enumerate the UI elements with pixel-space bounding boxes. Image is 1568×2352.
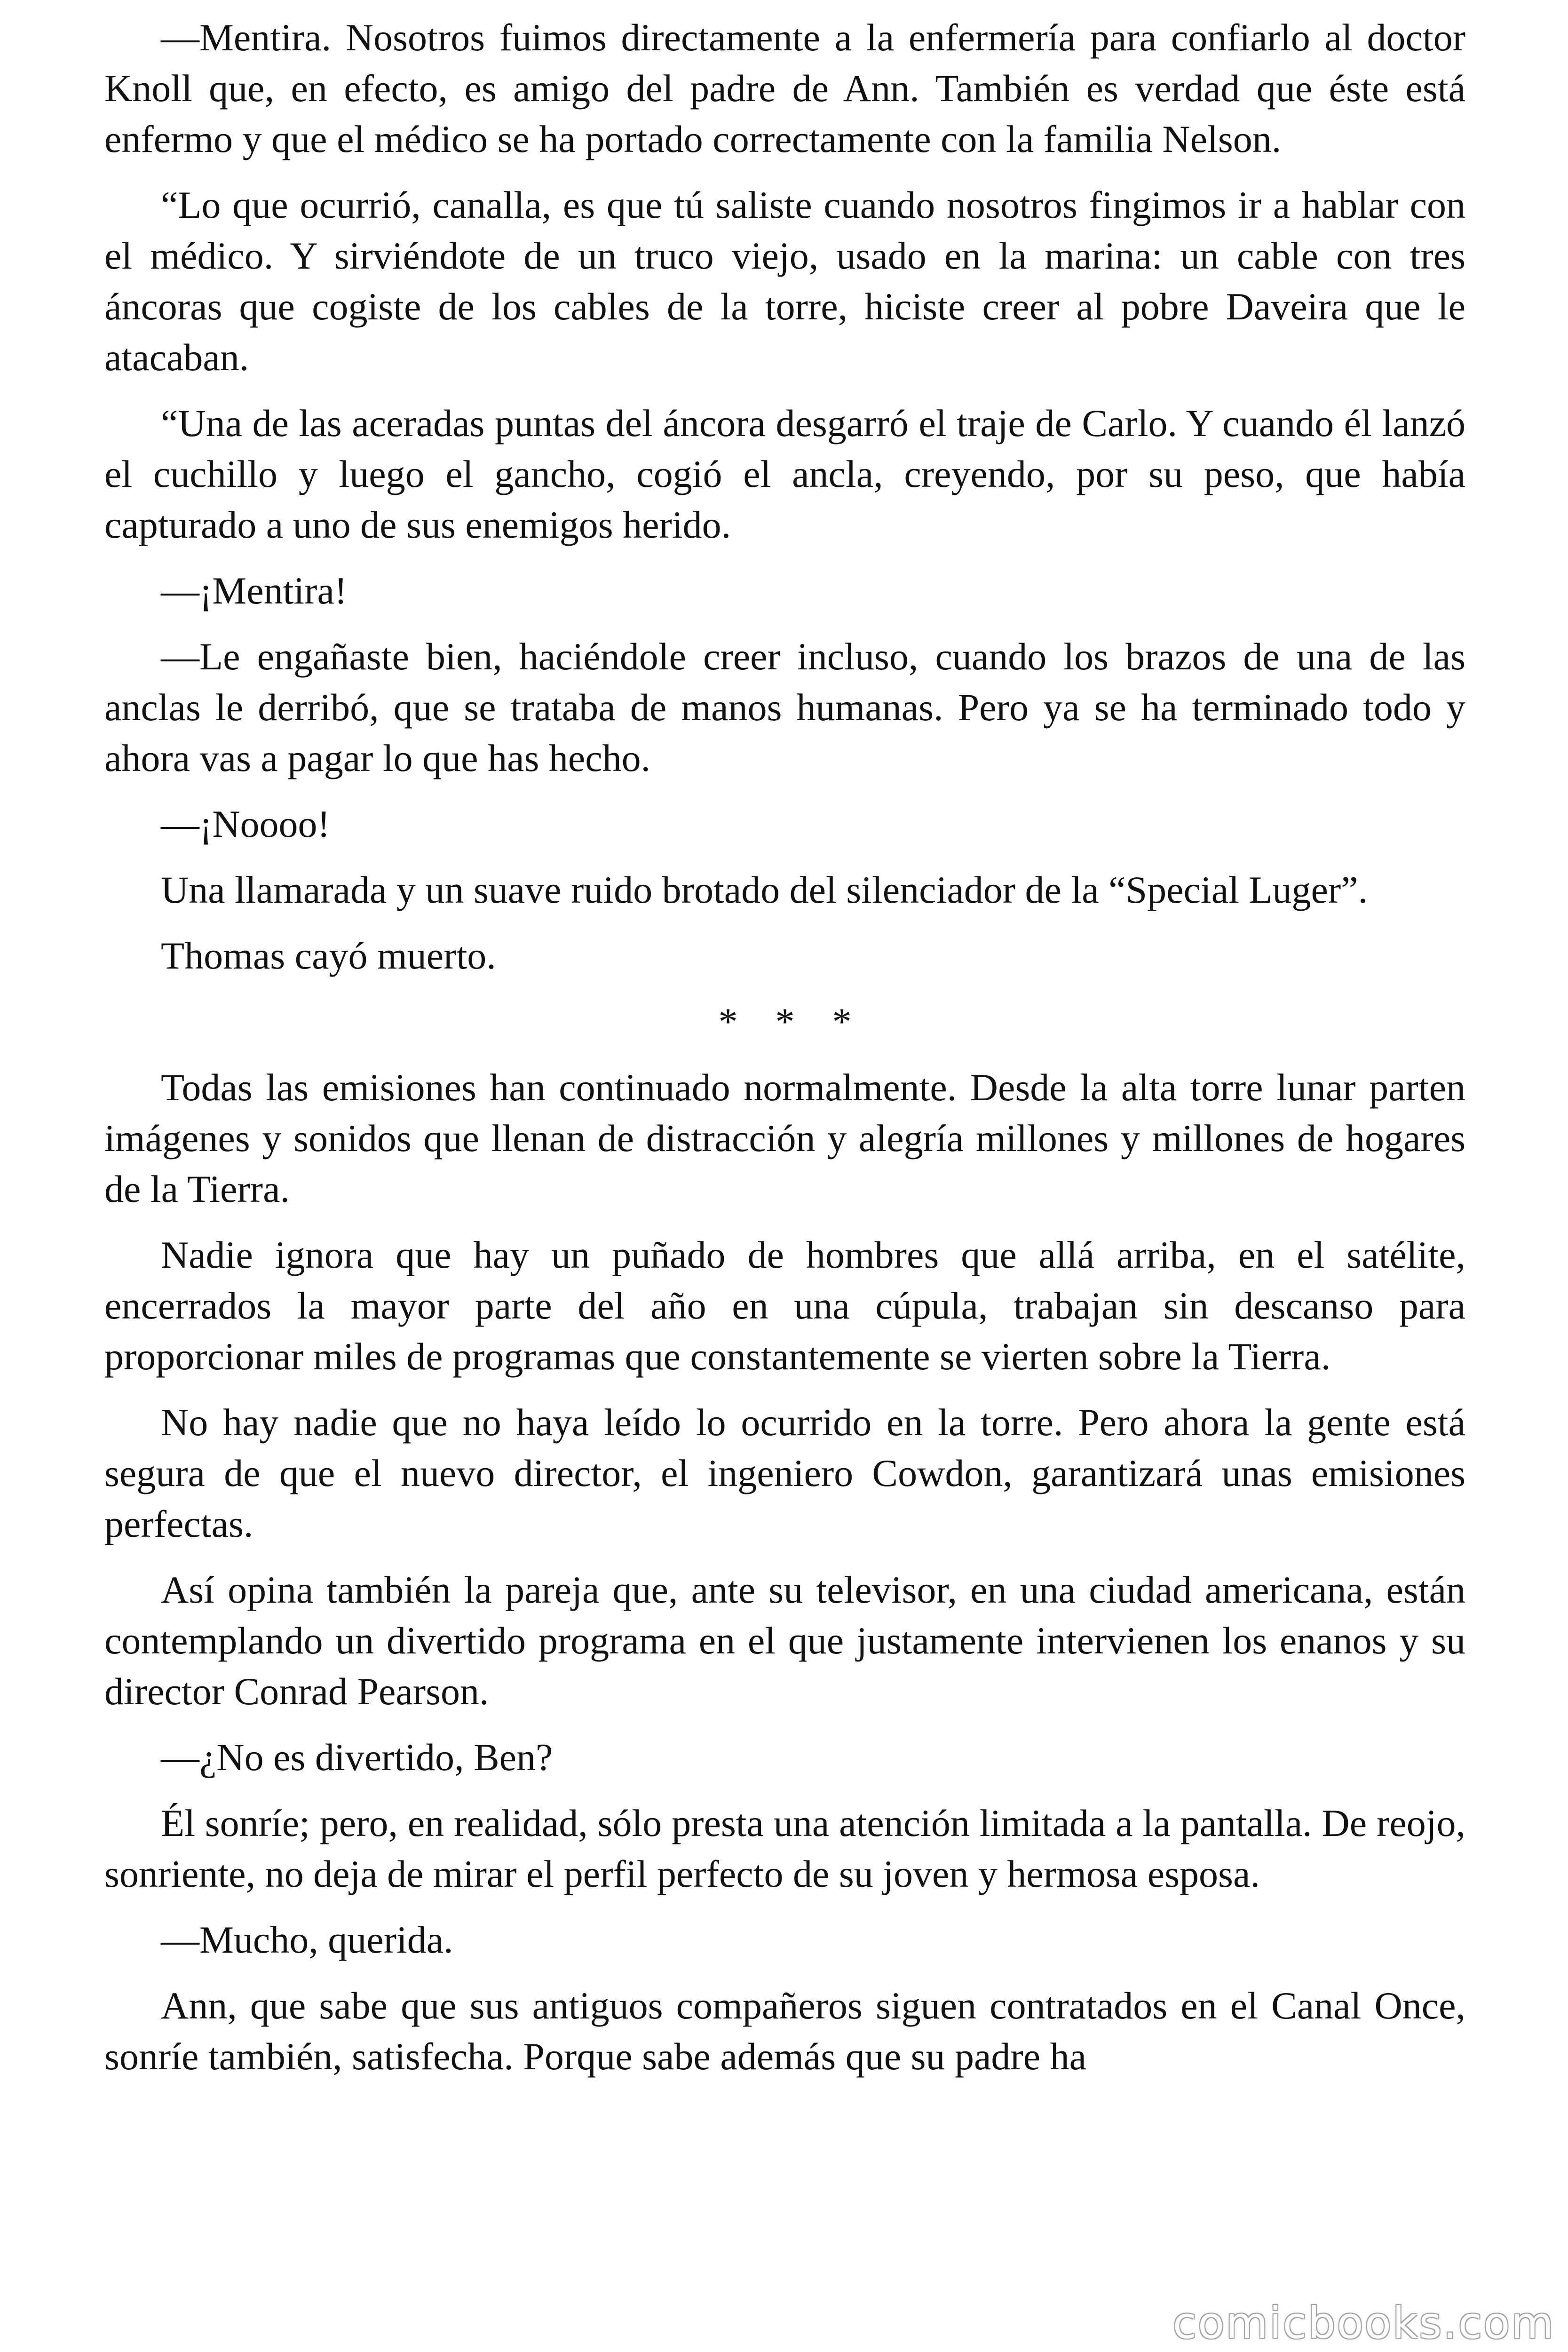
scene-break-asterisk: * xyxy=(832,1000,852,1043)
paragraph: —¿No es divertido, Ben? xyxy=(161,1736,553,1779)
paragraph: —Mucho, querida. xyxy=(161,1918,453,1961)
watermark: comicbooks.com xyxy=(1172,2298,1555,2348)
paragraph: —¡Mentira! xyxy=(161,569,348,612)
paragraph: No hay nadie que no haya leído lo ocurrido en la torre. Pero ahora la gente está segura de que el nuevo director, el ingeniero Cowdon, garantizará unas emisiones perfectas. xyxy=(104,1401,1465,1545)
paragraph: Todas las emisiones han continuado normalmente. Desde la alta torre lunar parten imágenes y sonidos que llenan de distracción y alegría millones y millones de hogares de la Tierra. xyxy=(104,1066,1465,1210)
text-column xyxy=(104,12,1465,2097)
paragraph: Thomas cayó muerto. xyxy=(161,934,496,977)
paragraph: —¡Noooo! xyxy=(161,803,330,845)
scene-break-asterisk: * xyxy=(718,1000,738,1043)
scene-break-asterisk: * xyxy=(775,1000,795,1043)
paragraph: “Una de las aceradas puntas del áncora desgarró el traje de Carlo. Y cuando él lanzó el cuchillo y luego el gancho, cogió el ancla, creyendo, por su peso, que había capturado a uno de sus enemigos herido. xyxy=(104,402,1465,546)
paragraph: —Mentira. Nosotros fuimos directamente a la enfermería para confiarlo al doctor Knoll que, en efecto, es amigo del padre de Ann. También es verdad que éste está enfermo y que el médico se ha portado correctamente con la familia Nelson. xyxy=(104,16,1465,160)
paragraph: Ann, que sabe que sus antiguos compañeros siguen contratados en el Canal Once, sonríe también, satisfecha. Porque sabe además que su padre ha xyxy=(104,1984,1465,2078)
paragraph: “Lo que ocurrió, canalla, es que tú saliste cuando nosotros fingimos ir a hablar con el médico. Y sirviéndote de un truco viejo, usado en la marina: un cable con tres áncoras que cogiste de los cables de la torre, hiciste creer al pobre Daveira que le atacaban. xyxy=(104,183,1465,379)
paragraph: —Le engañaste bien, haciéndole creer incluso, cuando los brazos de una de las anclas le derribó, que se trataba de manos humanas. Pero ya se ha terminado todo y ahora vas a pagar lo que has hecho. xyxy=(104,635,1465,779)
paragraph: Una llamarada y un suave ruido brotado del silenciador de la “Special Luger”. xyxy=(161,868,1368,911)
paragraph: Así opina también la pareja que, ante su televisor, en una ciudad americana, están contemplando un divertido programa en el que justamente intervienen los enanos y su director Conrad Pearson. xyxy=(104,1568,1465,1713)
paragraph: Nadie ignora que hay un puñado de hombres que allá arriba, en el satélite, encerrados la mayor parte del año en una cúpula, trabajan sin descanso para proporcionar miles de programas que constantemente se vierten sobre la Tierra. xyxy=(104,1233,1465,1378)
scene-break xyxy=(104,996,1465,1047)
paragraph: Él sonríe; pero, en realidad, sólo presta una atención limitada a la pantalla. De reojo, sonriente, no deja de mirar el perfil perfecto de su joven y hermosa esposa. xyxy=(104,1802,1465,1895)
